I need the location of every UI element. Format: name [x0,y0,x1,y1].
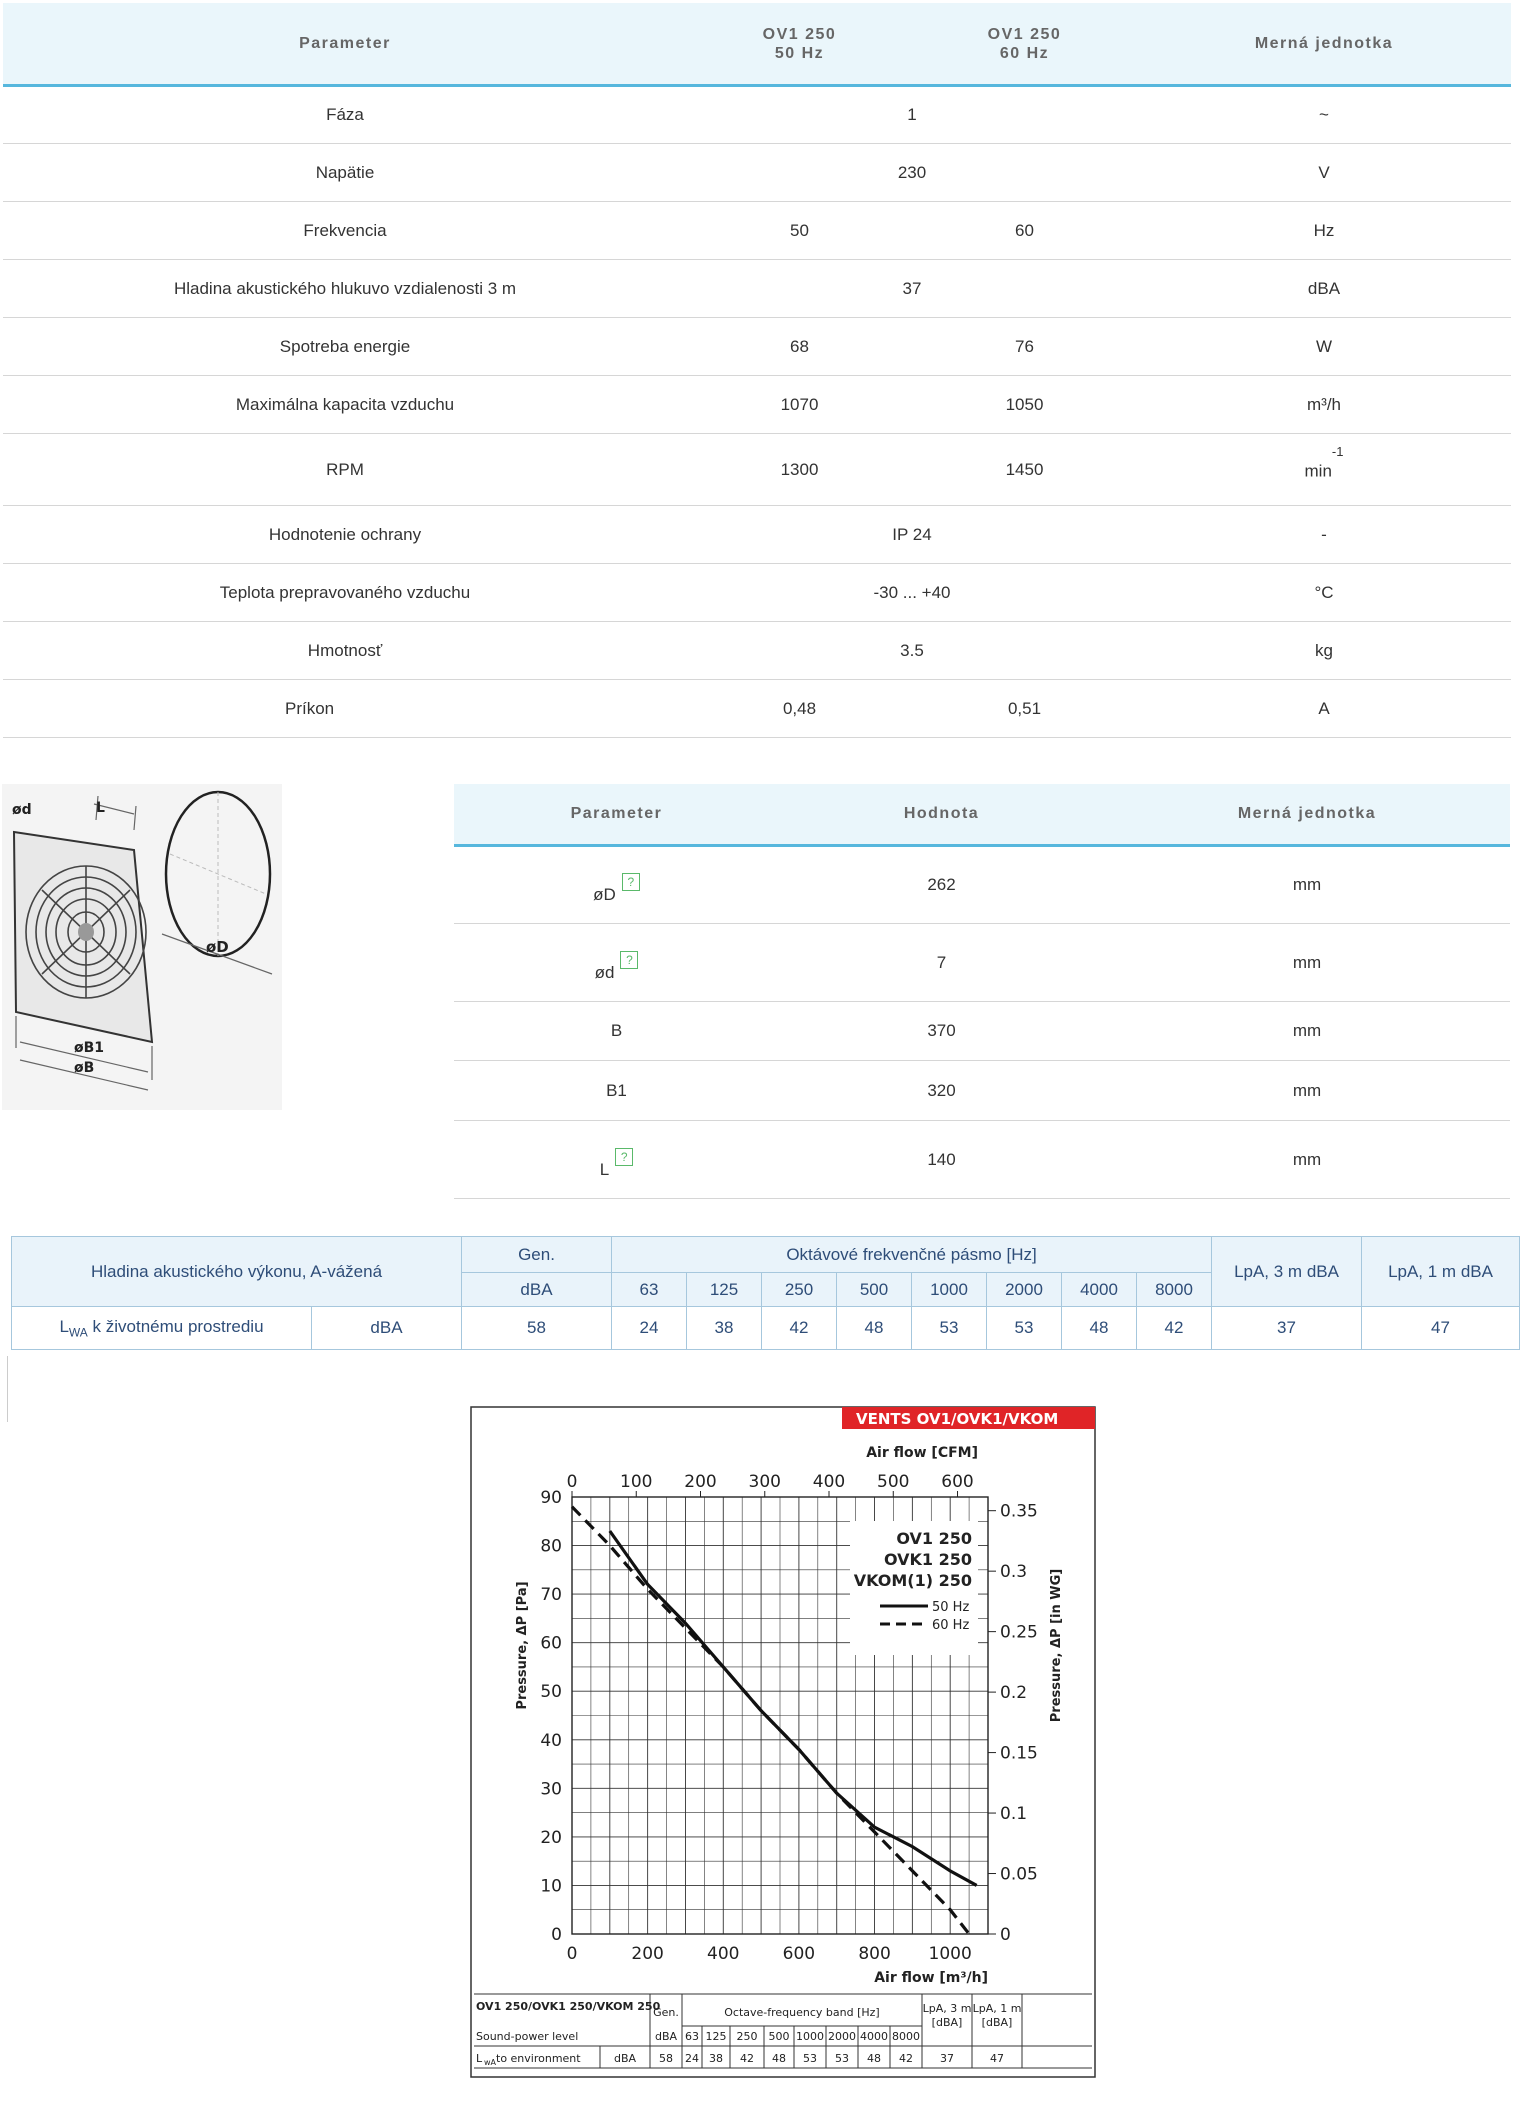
legend-model: OVK1 250 [883,1550,972,1569]
acoustic-lpa3-value: 37 [1212,1307,1362,1350]
svg-text:L: L [96,800,105,816]
help-icon[interactable]: ? [615,1148,633,1166]
spec-param: Teplota prepravovaného vzduchu [3,564,687,622]
band-value: 48 [837,1307,912,1350]
spec-value: -30 ... +40 [687,564,1137,622]
acoustic-lpa1-value: 47 [1362,1307,1520,1350]
header-60hz: OV1 250 60 Hz [912,3,1137,86]
spec-row [3,202,1511,260]
chart-table-lpa3: LpA, 3 m [922,2002,972,2015]
chart-table-value: 53 [835,2052,849,2065]
spec-value-60hz: 60 [912,202,1137,260]
y-tick-label: 10 [540,1876,562,1897]
svg-text:øB1: øB1 [74,1040,105,1056]
band-value: 53 [912,1307,987,1350]
y-tick-label: 50 [540,1682,562,1703]
dim-value: 370 [779,1002,1104,1061]
chart-table-value: 38 [709,2052,723,2065]
spec-value: 3.5 [687,622,1137,680]
x2-tick-label: 300 [748,1472,781,1492]
spec-value-50hz: 68 [687,318,912,376]
y2-tick-label: 0.2 [1000,1683,1028,1704]
dim-row [454,846,1510,924]
dim-row [454,1002,1510,1061]
dim-unit: mm [1104,924,1510,1002]
help-icon[interactable]: ? [620,951,638,969]
spec-unit: - [1137,506,1511,564]
dim-unit: mm [1104,1121,1510,1199]
band-header: 4000 [1062,1273,1137,1307]
dim-row [454,1061,1510,1121]
dim-row [454,924,1510,1002]
y-axis-label: Pressure, ΔP [Pa] [515,1581,530,1710]
chart-table-gen-value: 58 [659,2052,673,2065]
svg-text:øB: øB [74,1060,95,1076]
spec-unit: dBA [1137,260,1511,318]
x-axis-label: Air flow [m³/h] [874,1970,988,1986]
chart-table-value: 53 [803,2052,817,2065]
chart-table-band: 63 [685,2030,699,2043]
y2-tick-label: 0 [1000,1925,1011,1945]
acoustic-gen-value: 58 [462,1307,612,1350]
legend-series-label: 60 Hz [932,1618,970,1633]
chart-table-value: 48 [867,2052,881,2065]
spec-unit: Hz [1137,202,1511,260]
chart-table-lpa1-value: 47 [990,2052,1004,2065]
chart-table-row2-label-sub: wA [484,2058,497,2067]
spec-param: RPM [3,434,687,506]
dimension-table [454,784,1510,1199]
band-header: 63 [612,1273,687,1307]
spec-value-60hz: 1050 [912,376,1137,434]
x-tick-label: 800 [858,1944,891,1964]
spec-param: Príkon [3,680,687,738]
spec-value: 1 [687,86,1137,144]
spec-value: 230 [687,144,1137,202]
spec-param: Hmotnosť [3,622,687,680]
x2-axis-label: Air flow [CFM] [866,1445,978,1461]
header-50hz: OV1 250 50 Hz [687,3,912,86]
band-header: 500 [837,1273,912,1307]
y-tick-label: 60 [540,1633,562,1654]
header-parameter: Parameter [3,3,687,86]
fan-dimension-drawing [2,784,282,1110]
acoustic-row-unit: dBA [312,1307,462,1350]
spec-value: IP 24 [687,506,1137,564]
chart-table-value: 42 [899,2052,913,2065]
dim-unit: mm [1104,846,1510,924]
band-value: 42 [762,1307,837,1350]
chart-table-band: 4000 [860,2030,888,2043]
spec-row [3,260,1511,318]
spec-value-60hz: 1450 [912,434,1137,506]
x2-tick-label: 600 [941,1472,974,1492]
chart-brand-title: VENTS OV1/OVK1/VKOM [856,1410,1059,1428]
dim-value: 320 [779,1061,1104,1121]
y2-tick-label: 0.25 [1000,1622,1038,1643]
chart-table-band: 8000 [892,2030,920,2043]
y-tick-label: 30 [540,1779,562,1800]
band-header: 125 [687,1273,762,1307]
band-header: 2000 [987,1273,1062,1307]
main-spec-table [3,3,1511,738]
spec-unit: A [1137,680,1511,738]
chart-table-lpa1: LpA, 1 m [972,2002,1022,2015]
spec-row [3,564,1511,622]
acoustic-gen-unit: dBA [462,1273,612,1307]
chart-table-row2-unit: dBA [613,2052,637,2065]
spec-value-50hz: 50 [687,202,912,260]
spec-value-50hz: 1070 [687,376,912,434]
y2-tick-label: 0.1 [1000,1804,1028,1825]
chart-table-row1-unit: dBA [654,2030,678,2043]
chart-table-gen: Gen. [653,2006,679,2019]
dim-header-value: Hodnota [779,784,1104,846]
x-tick-label: 400 [707,1944,740,1964]
chart-table-lpa3-unit: [dBA] [931,2016,963,2029]
spec-row [3,86,1511,144]
dim-value: 262 [779,846,1104,924]
y2-axis-label: Pressure, ΔP [in WG] [1049,1568,1064,1723]
y-tick-label: 70 [540,1585,562,1606]
spec-param: Fáza [3,86,687,144]
chart-table-value: 48 [772,2052,786,2065]
spec-unit: V [1137,144,1511,202]
x2-tick-label: 400 [812,1472,846,1492]
spec-param: Hladina akustického hlukuvo vzdialenosti 3 m [3,260,687,318]
y-tick-label: 0 [551,1925,562,1945]
x2-tick-label: 500 [877,1472,910,1492]
chart-table-row2-label-main: L [476,2052,483,2065]
chart-table-band-title: Octave-frequency band [Hz] [724,2006,880,2019]
acoustic-row-label: $L_{WA}$ k životnému prostrediu [12,1307,312,1350]
spec-value-50hz: 1300 [687,434,912,506]
spec-value-60hz: 76 [912,318,1137,376]
header-unit: Merná jednotka [1137,3,1511,86]
band-value: 38 [687,1307,762,1350]
acoustic-table [11,1236,1520,1350]
dim-unit: mm [1104,1061,1510,1121]
spec-row [3,376,1511,434]
dim-header-parameter: Parameter [454,784,779,846]
band-value: 24 [612,1307,687,1350]
x2-tick-label: 100 [620,1472,653,1492]
x-tick-label: 0 [566,1944,578,1964]
acoustic-lpa3-header: LpA, 3 m dBA [1212,1237,1362,1307]
spec-unit: kg [1137,622,1511,680]
x-tick-label: 200 [631,1944,664,1964]
legend-model: VKOM(1) 250 [853,1571,972,1590]
spec-unit: W [1137,318,1511,376]
performance-chart [470,1406,1096,2083]
spec-row [3,622,1511,680]
dim-param: ød? [454,924,779,1002]
spec-unit: m³/h [1137,376,1511,434]
chart-table-band: 1000 [796,2030,824,2043]
acoustic-lpa1-header: LpA, 1 m dBA [1362,1237,1520,1307]
spec-row [3,434,1511,506]
acoustic-band-title: Oktávové frekvenčné pásmo [Hz] [612,1237,1212,1273]
spec-value-50hz: 0,48 [687,680,912,738]
legend-series-label: 50 Hz [932,1600,970,1615]
acoustic-title: Hladina akustického výkonu, A-vážená [12,1237,462,1307]
dim-param: B1 [454,1061,779,1121]
chart-table-lpa1-unit: [dBA] [981,2016,1013,2029]
band-header: 250 [762,1273,837,1307]
chart-table-row2-label-rest: to environment [496,2052,581,2065]
spec-row [3,506,1511,564]
spec-row [3,680,1511,738]
y2-tick-label: 0.05 [1000,1864,1038,1885]
x-tick-label: 1000 [928,1944,972,1964]
dim-unit: mm [1104,1002,1510,1061]
legend-model: OV1 250 [896,1529,972,1548]
x-tick-label: 600 [782,1944,816,1964]
y2-tick-label: 0.15 [1000,1743,1038,1764]
spec-param: Napätie [3,144,687,202]
divider [7,1356,8,1422]
y-tick-label: 40 [540,1730,562,1751]
spec-unit: °C [1137,564,1511,622]
spec-unit: $\min^{-1}$ [1137,434,1511,506]
band-value: 42 [1137,1307,1212,1350]
dim-header-unit: Merná jednotka [1104,784,1510,846]
dim-value: 7 [779,924,1104,1002]
y2-tick-label: 0.3 [1000,1562,1028,1583]
help-icon[interactable]: ? [622,873,640,891]
band-header: 1000 [912,1273,987,1307]
chart-table-lpa3-value: 37 [940,2052,954,2065]
chart-table-value: 24 [685,2052,699,2065]
band-header: 8000 [1137,1273,1212,1307]
chart-table-value: 42 [740,2052,754,2065]
spec-row [3,318,1511,376]
spec-row [3,144,1511,202]
chart-table-band: 125 [705,2030,727,2043]
dim-param: L? [454,1121,779,1199]
band-value: 53 [987,1307,1062,1350]
spec-value-60hz: 0,51 [912,680,1137,738]
y-tick-label: 90 [540,1488,562,1508]
spec-param: Spotreba energie [3,318,687,376]
spec-param: Maximálna kapacita vzduchu [3,376,687,434]
x2-tick-label: 0 [566,1472,578,1492]
spec-param: Frekvencia [3,202,687,260]
dim-param: øD? [454,846,779,924]
chart-table-band: 2000 [828,2030,856,2043]
y-tick-label: 80 [540,1536,562,1557]
svg-text:øD: øD [206,938,229,956]
spec-param: Hodnotenie ochrany [3,506,687,564]
spec-unit: ~ [1137,86,1511,144]
chart-table-row1-label: Sound-power level [476,2030,579,2043]
chart-table-band: 500 [768,2030,790,2043]
dim-value: 140 [779,1121,1104,1199]
chart-table-title: OV1 250/OVK1 250/VKOM 250 [476,2000,661,2013]
y-tick-label: 20 [540,1827,562,1848]
band-value: 48 [1062,1307,1137,1350]
svg-text:ød: ød [12,802,32,818]
dim-row [454,1121,1510,1199]
x2-tick-label: 200 [684,1472,717,1492]
y2-tick-label: 0.35 [1000,1501,1038,1522]
dim-param: B [454,1002,779,1061]
acoustic-gen: Gen. [462,1237,612,1273]
spec-value: 37 [687,260,1137,318]
chart-table-band: 250 [736,2030,758,2043]
